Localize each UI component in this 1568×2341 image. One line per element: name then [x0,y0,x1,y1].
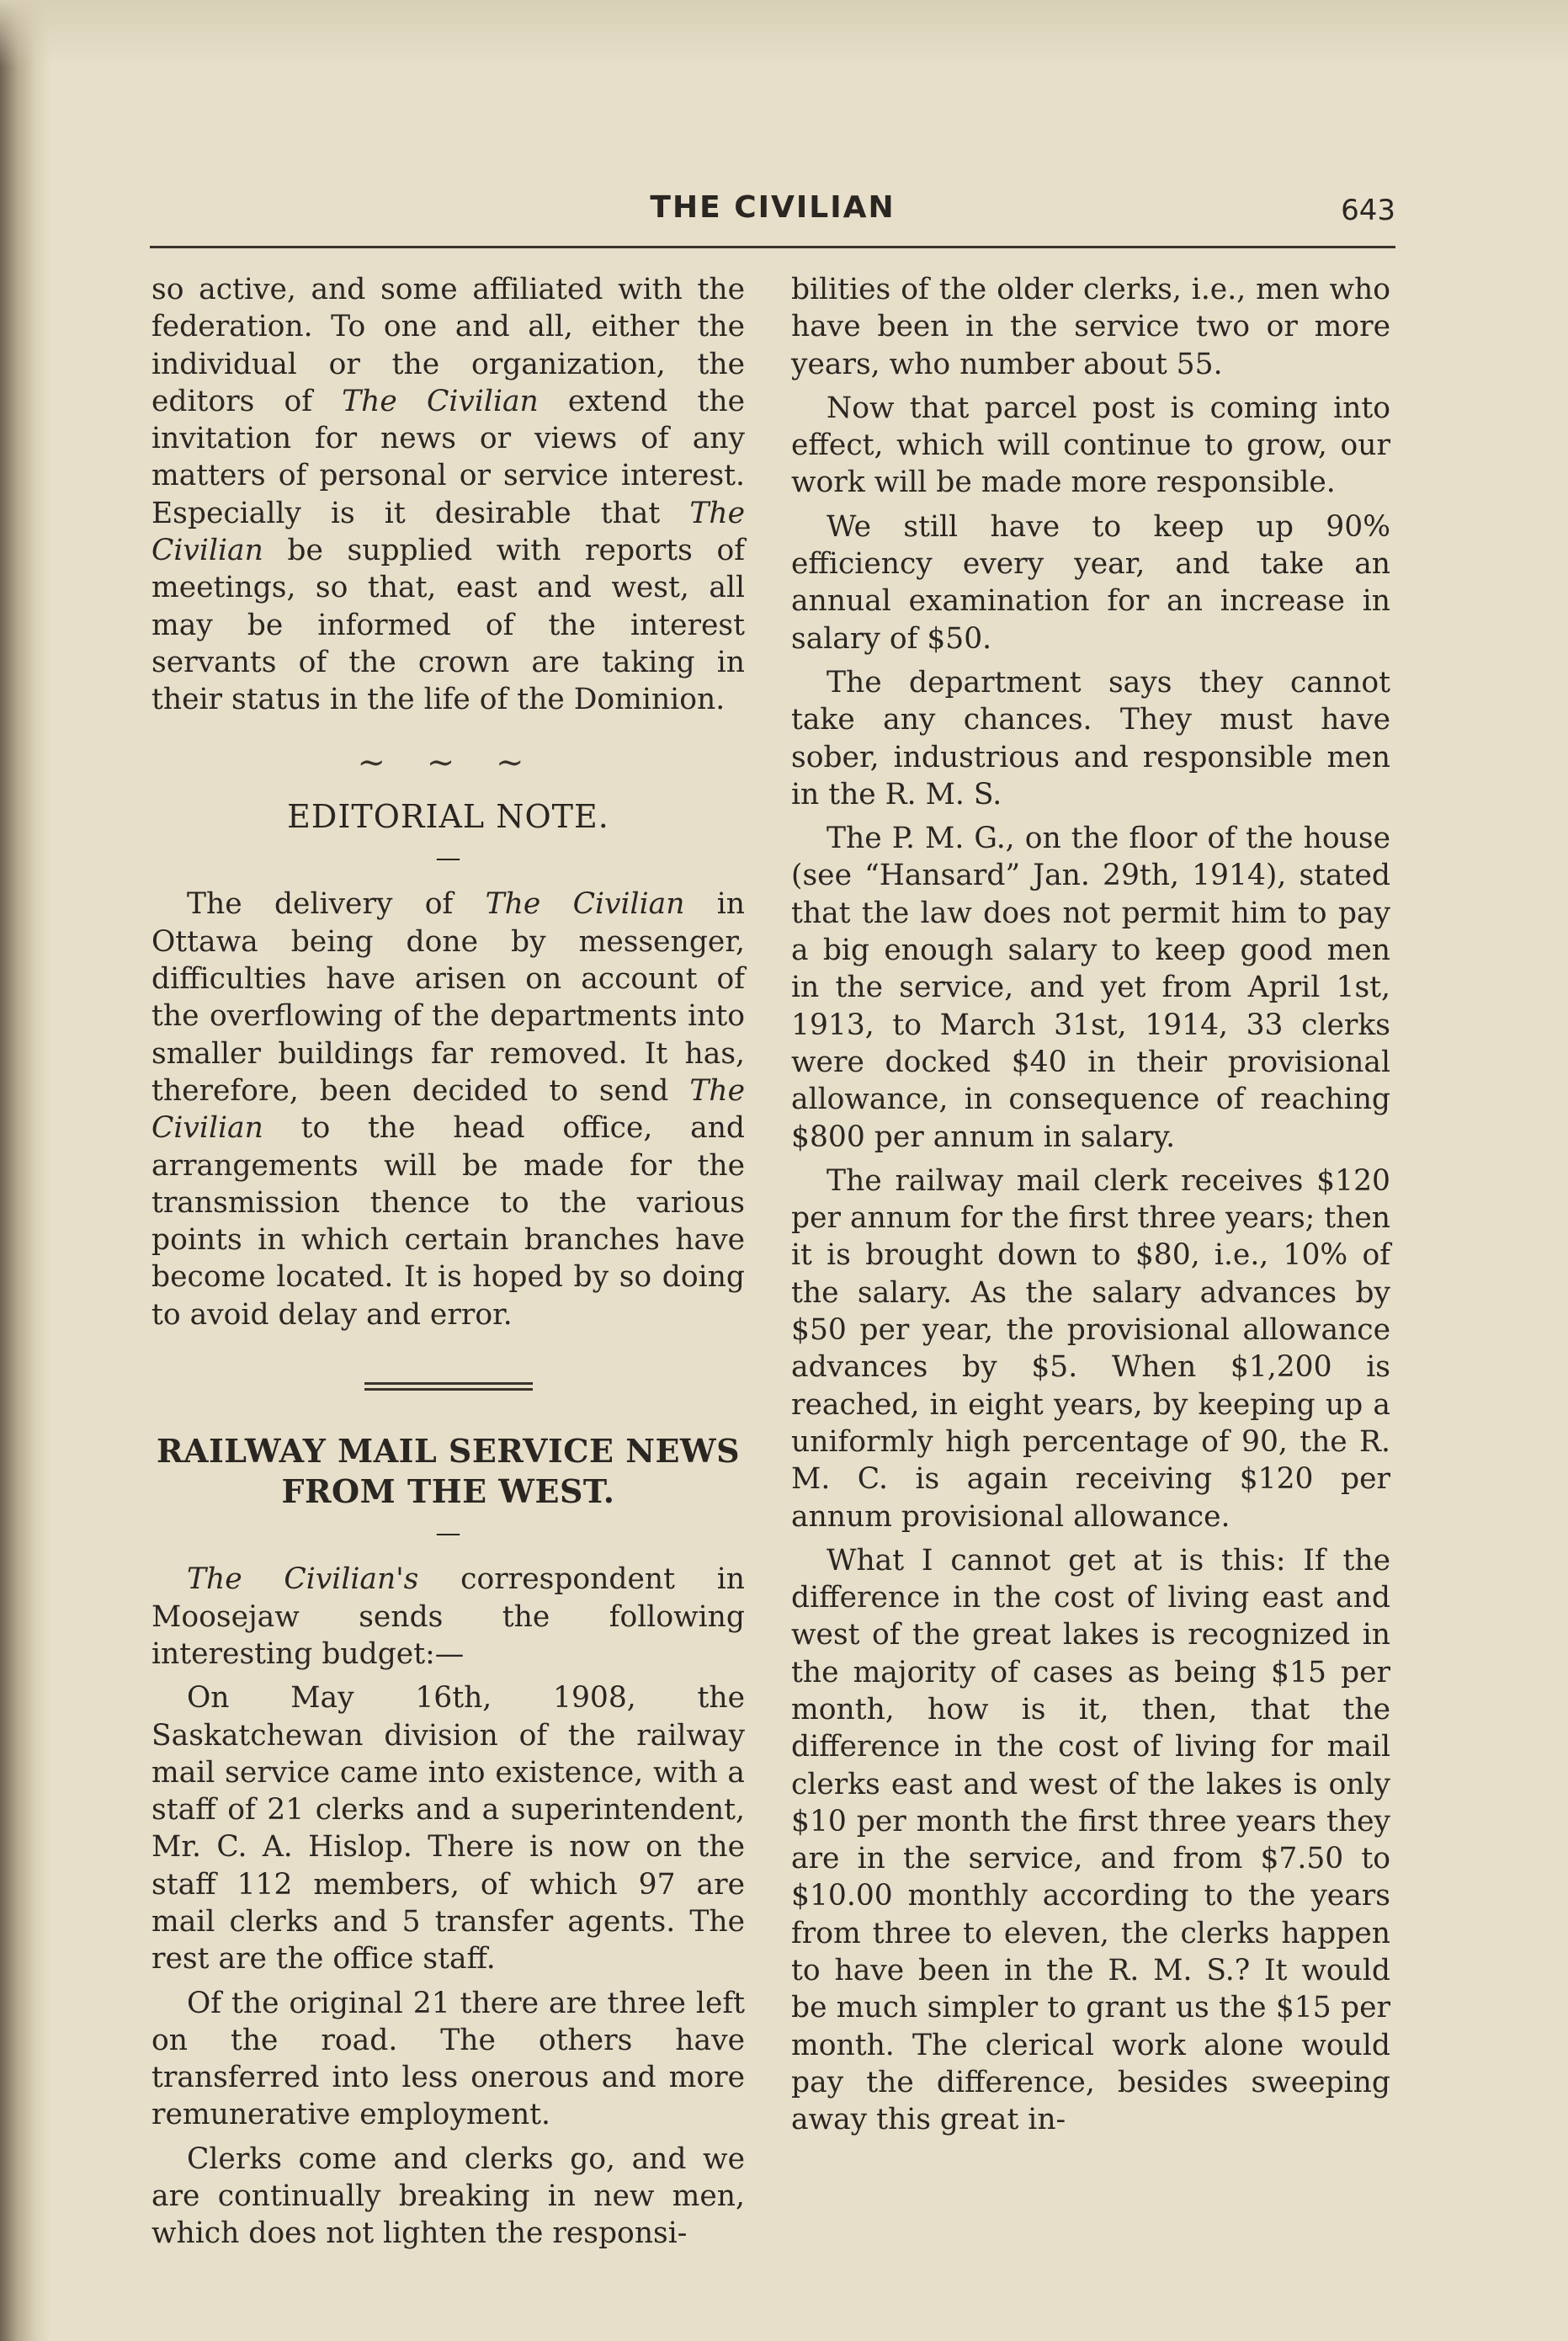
article-headline-line-1: RAILWAY MAIL SERVICE NEWS [156,1432,741,1471]
article-intro: The Civilian's correspondent in Moosejaw sends the following interesting budget:— [151,1562,746,1671]
article-dash: — [435,1519,461,1549]
editorial-dash: — [435,843,461,874]
article-paragraph: Clerks come and clerks go, and we are continually breaking in new men, which does not lighten the responsi- [151,2141,745,2251]
article-paragraph: Now that parcel post is coming into effect, which will continue to grow, our work will be made more responsible. [791,391,1390,500]
article-paragraph: Of the original 21 there are three left on the road. The others have transferred into less onerous and more remunerative employment. [151,1986,745,2132]
editorial-heading: EDITORIAL NOTE. [287,797,609,835]
article-paragraph: bilities of the older clerks, i.e., men who have been in the service two or more years, who number about 55. [791,273,1390,381]
running-header [150,190,1395,241]
article-paragraph: On May 16th, 1908, the Saskatchewan division of the railway mail service came into existence, with a staff of 21 clerks and a superintendent, Mr. C. A. Hislop. There is now on the staff 112 members, of which 97 are mail clerks and 5 transfer agents. The rest are the office staff. [151,1681,745,1977]
section-divider [364,1382,533,1391]
left-column [151,271,745,2259]
page-number: 643 [1341,194,1395,227]
article-paragraph: The P. M. G., on the floor of the house (see “Hansard” Jan. 29th, 1914), stated that the law does not permit him to pay a big enough salary to keep good men in the service, and yet from April 1st, 1913, to March 31st, 1914, 33 clerks were docked $40 in their provisional allowance, in consequence of reaching $800 per annum in salary. [791,822,1390,1154]
page-top-shading [0,0,1568,67]
section-ornament: ∼ ∼ ∼ [357,742,539,782]
header-rule [150,246,1395,248]
article-paragraph: What I cannot get at is this: If the difference in the cost of living east and west of the great lakes is recognized in the majority of cases as being $15 per month, how is it, then, that the difference in the cost of living for mail clerks east and west of the lakes is only $10 per month the first three years they are in the service, and from $7.50 to $10.00 monthly according to the years from three to eleven, the clerks happen to have been in the R. M. S.? It would be much simpler to grant us the $15 per month. The clerical work alone would pay the difference, besides sweeping away this great in- [791,1543,1390,2137]
editorial-paragraph: The delivery of The Civilian in Ottawa being done by messenger, difficulties have arisen on account of the overflowing of the departments into smaller buildings far removed. It has, therefore, been decided to send The Civilian to the head office, and arrangements will be made for the transmission thence to the various points in which certain branches have become located. It is hoped by so doing to avoid delay and error. [151,887,745,1332]
intro-paragraph: so active, and some affiliated with the federation. To one and all, either the individual or the organization, the editors of The Civilian extend the invitation for news or views of any matters of personal or service interest. Especially is it desirable that The Civilian be supplied with reports of meetings, so that, east and west, all may be informed of the interest servants of the crown are taking in their status in the life of the Dominion. [151,273,745,717]
right-column [791,271,1390,2146]
article-headline-line-2: FROM THE WEST. [281,1472,615,1511]
article-paragraph: The railway mail clerk receives $120 per annum for the first three years; then it is brought down to $80, i.e., 10% of the salary. As the salary advances by $50 per year, the provisional allowance advances by $5. When $1,200 is reached, in eight years, by keeping up a uniformly high percentage of 90, the R. M. C. is again receiving $120 per annum provisional allowance. [791,1163,1390,1534]
journal-title: THE CIVILIAN [650,190,896,225]
book-spine-shadow [0,0,50,2341]
article-paragraph: We still have to keep up 90% efficiency every year, and take an annual examination for an increase in salary of $50. [791,509,1390,656]
article-paragraph: The department says they cannot take any chances. They must have sober, industrious and responsible men in the R. M. S. [791,665,1390,811]
